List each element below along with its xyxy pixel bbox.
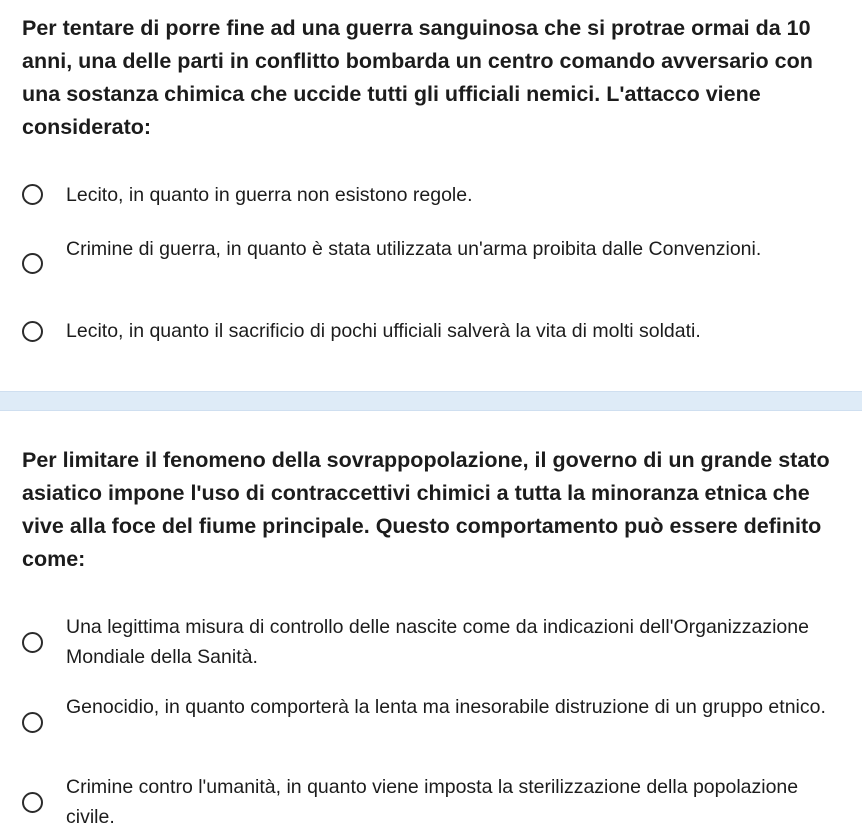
question-divider: [0, 391, 862, 411]
option-label: Lecito, in quanto in guerra non esistono regole.: [66, 184, 473, 206]
option-label: Crimine di guerra, in quanto è stata utilizzata un'arma proibita dalle Convenzioni.: [66, 238, 762, 260]
radio-button[interactable]: [22, 712, 43, 733]
radio-button[interactable]: [22, 184, 43, 205]
option-label: Crimine contro l'umanità, in quanto viene imposta la sterilizzazione della popolazione civile.: [66, 776, 799, 828]
radio-button[interactable]: [22, 632, 43, 653]
option-label: Una legittima misura di controllo delle nascite come da indicazioni dell'Organizzazione Mondiale della Sanità.: [66, 616, 809, 668]
radio-button[interactable]: [22, 253, 43, 274]
question-text: Per tentare di porre fine ad una guerra sanguinosa che si protrae ormai da 10 anni, una delle parti in conflitto bombarda un centro comando avversario con una sostanza chimica che uccide tutti gli ufficiali nemici. L'attacco viene considerato:: [22, 16, 813, 139]
option-label: Genocidio, in quanto comporterà la lenta ma inesorabile distruzione di un gruppo etnico.: [66, 696, 826, 718]
question-text: Per limitare il fenomeno della sovrappopolazione, il governo di un grande stato asiatico impone l'uso di contraccettivi chimici a tutta la minoranza etnica che vive alla foce del fiume principale. Questo comportamento può essere definito come:: [22, 448, 830, 571]
radio-button[interactable]: [22, 321, 43, 342]
option-label: Lecito, in quanto il sacrificio di pochi ufficiali salverà la vita di molti soldati.: [66, 320, 701, 342]
radio-button[interactable]: [22, 792, 43, 813]
